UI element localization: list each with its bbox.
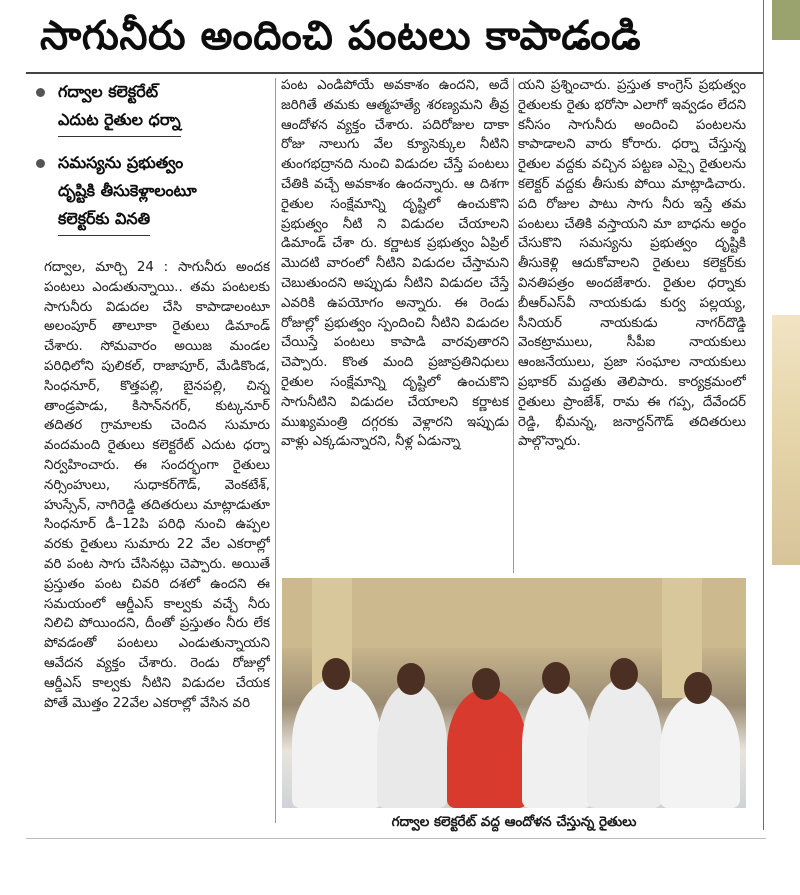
column-divider — [275, 78, 276, 823]
photo-person — [522, 683, 592, 808]
article-column-3 — [518, 76, 746, 576]
photo-crowd — [282, 638, 746, 808]
bottom-rule — [26, 838, 766, 839]
photo-person-head — [542, 662, 570, 694]
headline-rule — [26, 72, 764, 74]
article-column-2 — [281, 76, 509, 576]
photo-person — [587, 678, 662, 808]
bullet-item — [30, 149, 270, 236]
article-text: గద్వాల, మార్చి 24 : సాగునీరు అందక పంటలు ఎండుతున్నాయి.. తమ పంటలకు సాగునీరు విడుదల చేసి కాపాడాలంటూ అలంపూర్ తాలూకా రైతులు డిమాండ్ చేశారు. సోమవారం అయిజ మండల పరిధిలోని పులికల్, రాజాపూర్, మేడికొండ, సింధనూర్, కొత్తపల్లి, బైనపల్లి, చిన్న తాండ్రపాడు, కిసాన్‌నగర్, కుట్కనూర్ తదితర గ్రామాలకు చెందిన సుమారు వందమంది రైతులు కలెక్టరేట్ ఎదుట ధర్నా నిర్వహించారు. ఈ సందర్భంగా రైతులు నర్సింహులు, సుధాకర్‌గౌడ్, వెంకటేశ్, హుస్సేన్, నాగిరెడ్డి తదితరులు మాట్లాడుతూ సింధనూర్ డీ–12పి పరిధి నుంచి ఉప్పల వరకు రైతులు సుమారు 22 వేల ఎకరాల్లో వరి పంట సాగు చేసినట్లు చెప్పారు. అయితే ప్రస్తుతం పంట చివరి దశలో ఉందని ఈ సమయంలో ఆర్డీఎస్ కాల్వకు వచ్చే నీరు నిలిచి పోయిందని, దీంతో ప్రస్తుతం నీరు లేక పోవడంతో పంటలు ఎండుతున్నాయని ఆవేదన వ్యక్తం చేశారు. రెండు రోజుల్లో ఆర్డీఎస్ కాల్వకు నీటిని విడుదల చేయక పోతే మొత్తం 22వేల ఎకరాల్లో వేసిన వరి — [44, 260, 270, 711]
column-divider — [513, 78, 514, 573]
adjacent-photo — [772, 315, 800, 565]
page-edge-divider — [763, 0, 764, 830]
highlight-bullets — [30, 78, 270, 248]
bullet-dot-icon — [36, 88, 45, 97]
photo-person-head — [322, 658, 350, 690]
bullet-text: సమస్యను ప్రభుత్వం — [58, 153, 184, 172]
photo-caption: గద్వాల కలెక్టరేట్ వద్ద ఆందోళన చేస్తున్న రైతులు — [391, 814, 637, 830]
article-text: యని ప్రశ్నించారు. ప్రస్తుత కాంగ్రెస్ ప్రభుత్వం రైతులకు రైతు భరోసా ఎలాగో ఇవ్వడం లేదని కనీసం సాగునీరు అందించి పంటలను కాపాడాలని వారు కోరారు. ధర్నా చేస్తున్న రైతుల వద్దకు వచ్చిన పట్టణ ఎస్సై రైతులను కలెక్టర్ వద్దకు తీసుకు పోయి మాట్లాడిచారు. పది రోజుల పాటు సాగు నీరు ఇస్తే తమ పంటలు చేతికి వస్తాయని మా బాధను అర్థం చేసుకొని సమస్యను ప్రభుత్వం దృష్టికి తీసుకెళ్లి ఆదుకోవాలని రైతులు కలెక్టర్‌కు వినతిపత్రం అందజేశారు. రైతుల ధర్నాకు బీఆర్‌ఎస్‌వీ నాయకుడు కుర్వ పల్లయ్య, సీనియర్ నాయకుడు నాగర్‌దొడ్డి వెంకట్రాములు, సీపీఐ నాయకులు ఆంజనేయులు, ప్రజా సంఘాల నాయకులు ప్రభాకర్ మద్దతు తెలిపారు. కార్యక్రమంలో రైతులు ప్రాంజేశ్, రామ ఈ గప్ప, దేవేందర్ రెడ్డి, భీమన్న, జనార్దన్‌గౌడ్ తదితరులు పాల్గొన్నారు. — [518, 78, 746, 450]
bullet-text: దృష్టికి తీసుకెళ్లాలంటూ — [58, 181, 197, 200]
photo-person — [660, 693, 740, 808]
bullet-text: గద్వాల కలెక్టరేట్ — [58, 82, 159, 101]
adjacent-photo — [772, 0, 800, 40]
photo-person-head — [684, 672, 712, 704]
bullet-text: ఎదుట రైతుల ధర్నా — [58, 106, 181, 137]
photo-person — [377, 683, 447, 808]
article-column-1 — [44, 258, 270, 828]
photo-person — [292, 678, 382, 808]
photo-person-head — [397, 663, 425, 695]
bullet-item — [30, 78, 270, 137]
photo-person — [447, 688, 527, 808]
adjacent-article-strip — [766, 0, 800, 895]
photo-person-head — [472, 668, 500, 700]
photo-person-head — [610, 658, 638, 690]
article-text: పంట ఎండిపోయే అవకాశం ఉందని, అదే జరిగితే తమకు ఆత్మహత్యే శరణ్యమని తీవ్ర ఆందోళన వ్యక్తం చేశారు. పదిరోజుల దాకా రోజు నాలుగు వేల క్యూసెక్కుల నీటిని తుంగభద్రానది నుంచి విడుదల చేస్తే పంటలు చేతికి వచ్చే అవకాశం ఉందన్నారు. ఆ దిశగా రైతుల సంక్షేమాన్ని దృష్టిలో ఉంచుకొని ప్రభుత్వం నీటి ని విడుదల చేయాలని డిమాండ్ చేశా రు. కర్ణాటక ప్రభుత్వం ఏప్రిల్ మొదటి వారంలో నీటిని విడుదల చేస్తామని చెబుతుందని అప్పుడు నీటిని విడుదల చేస్తే ఎవరికి ఉపయోగం అన్నారు. ఈ రెండు రోజుల్లో ప్రభుత్వం స్పందించి నీటిని విడుదల చేయిస్తే పంటలు కాపాడి వారవుతారని చెప్పారు. కొంత మంది ప్రజాప్రతినిధులు రైతుల సంక్షేమాన్ని దృష్టిలో ఉంచుకొని సాగునీటిని విడుదల చేయాలని కర్ణాటక ముఖ్యమంత్రి దగ్గరకు వెళ్లారని ఇప్పుడు వాళ్లు ఎక్కడున్నారని, నీళ్ల ఏడున్నా — [281, 78, 509, 450]
bullet-dot-icon — [36, 159, 45, 168]
protest-photo — [282, 578, 746, 808]
bullet-text: కలెక్టర్‌కు వినతి — [58, 205, 150, 236]
headline: సాగునీరు అందించి పంటలు కాపాడండి — [40, 13, 642, 59]
